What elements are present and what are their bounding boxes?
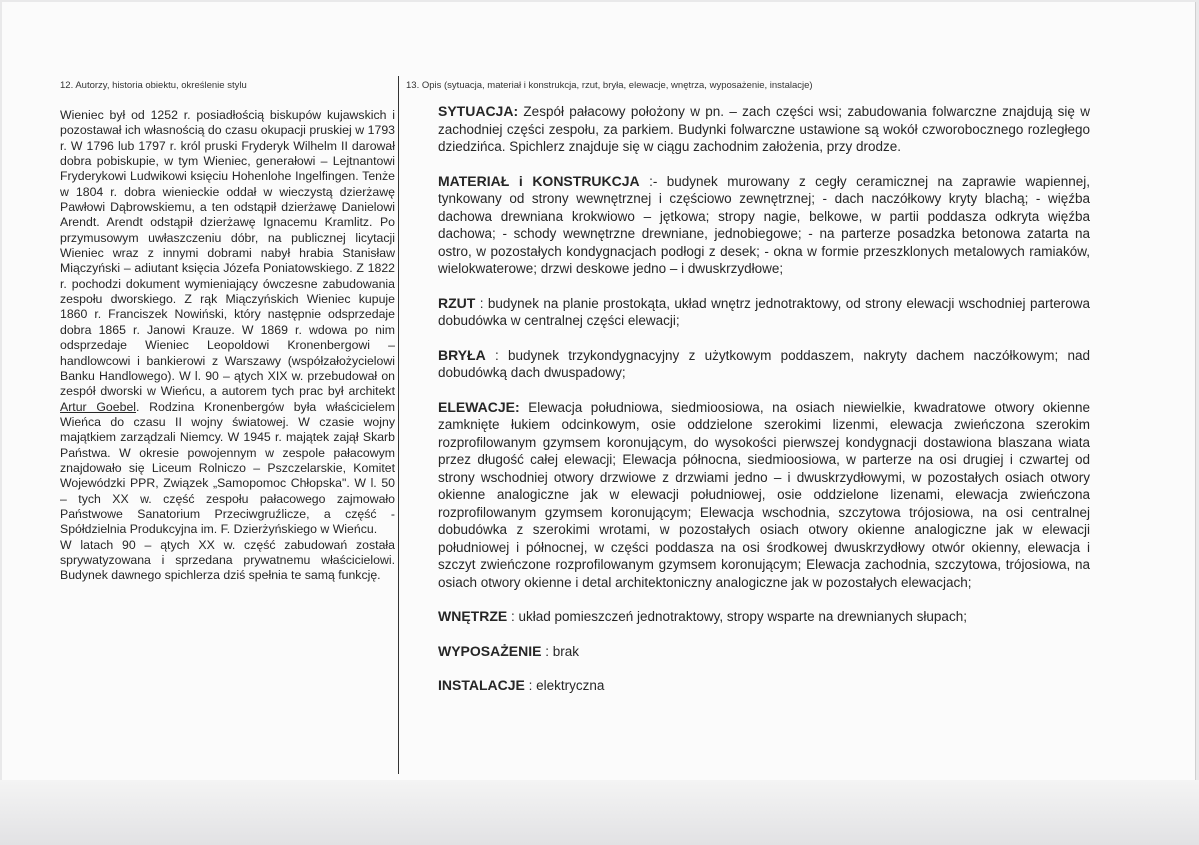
section-label: MATERIAŁ i KONSTRUKCJA [438, 172, 640, 189]
section-label: INSTALACJE [438, 677, 525, 693]
section-wyposazenie [438, 643, 1090, 661]
section-label: ELEWACJE: [438, 398, 520, 415]
section-text: : układ pomieszczeń jednotraktowy, stropy wsparte na drewnianych słupach; [507, 609, 967, 624]
page-bottom-edge [0, 780, 1199, 845]
section-instalacje [438, 677, 1090, 695]
section-wnetrze [438, 608, 1090, 626]
section-text: Elewacja południowa, siedmioosiowa, na osiach niewielkie, kwadratowe otwory okienne zamknięte łukiem odcinkowym, osie oddzielone szerokimi lizenmi, elewacja zwieńczona szerokim rozprofilowanym gzymsem koronującym, do wysokości pierwszej kondygnacji dostawiona blaszana wiata przez długość całej elewacji; Elewacja północna, siedmioosiowa, w parterze na osi drugiej i czwartej od strony wschodniej otwory drzwiowe z drzwiami jedno – i dwuskrzydłowymi, w pozostałych osiach otwory okienne analogiczne jak w elewacji południowej, osie oddzielone lizenami, elewacja zwieńczona rozprofilowanym gzymsem koronującym; Elewacja wschodnia, szczytowa trójosiowa, na osi centralnej dobudówka z szerokimi wrotami, w pozostałych osiach otwory okienne analogiczne jak w elewacji południowej i północnej, w części poddasza na osi środkowej dwuskrzydłowy otwór okienny, elewacja i szczyt zwieńczone rozprofilowanym gzymsem koronującym; Elewacja zachodnia, szczytowa, trójosiowa, na osiach otwory okienne i detal architektoniczny analogiczne jak w pozostałych elewacjach; [438, 399, 1090, 590]
section-text: : budynek na planie prostokąta, układ wnętrz jednotraktowy, od strony elewacji wschodniej parterowa dobudówka w centralnej części elewacji; [438, 295, 1090, 328]
section-bryla [438, 347, 1090, 382]
section-label: RZUT [438, 294, 476, 311]
column-divider [398, 76, 399, 774]
section-label: WYPOSAŻENIE [438, 642, 542, 659]
section-elewacje [438, 399, 1090, 592]
history-text-b: . Rodzina Kronenbergów była właścicielem Wieńca do czasu II wojny światowej. W czasie wojny majątkiem zarządzali Niemcy. W 1945 r. majątek zajął Skarb Państwa. W okresie powojennym w zespole pałacowym znajdowało się Liceum Rolniczo – Pszczelarskie, Komitet Wojewódzki PPR, Związek „Samopomoc Chłopska". W l. 50 – tych XX w. część zespołu pałacowego zajmowało Państwowe Sanatorium Przeciwgruźlicze, a część - Spółdzielnia Produkcyjna im. F. Dzierżyńskiego w Wieńcu. [60, 399, 395, 537]
architect-link[interactable]: Artur Goebel [60, 399, 137, 414]
section-text: : budynek trzykondygnacyjny z użytkowym poddaszem, nakryty dachem naczółkowym; nad dobudówką dach dwuspadowy; [438, 347, 1090, 380]
section-material [438, 173, 1090, 278]
section-sytuacja [438, 103, 1090, 156]
section-12-header: 12. Autorzy, historia obiektu, określenie stylu [60, 80, 247, 91]
history-paragraph-2: W latach 90 – ątych XX w. część zabudowań została sprywatyzowana i sprzedana prywatnemu właścicielowi. Budynek dawnego spichlerza dziś spełnia te samą funkcję. [60, 537, 395, 583]
section-label: BRYŁA [438, 346, 486, 363]
section-label: SYTUACJA: [438, 103, 519, 119]
section-text: : brak [541, 643, 579, 659]
section-text: : elektryczna [524, 678, 605, 693]
section-text: Zespół pałacowy położony w pn. – zach części wsi; zabudowania folwarczne znajdują się w zachodniej części zespołu, za parkiem. Budynki folwarczne ustawione są wokół czworobocznego rozległego dziedzińca. Spichlerz znajduje się w ciągu zachodnim założenia, przy drodze. [438, 104, 1090, 154]
section-label: WNĘTRZE [438, 608, 508, 624]
history-paragraph [60, 108, 395, 538]
history-column [60, 108, 395, 584]
section-rzut [438, 295, 1090, 330]
history-text-a: Wieniec był od 1252 r. posiadłością biskupów kujawskich i pozostawał ich własnością do czasu okupacji pruskiej w 1793 r. W 1796 lub 1797 r. król pruski Fryderyk Wilhelm II darował dobra pobiskupie, w tym Wieniec, generałowi – Lejtnantowi Fryderykowi Ludwikowi księciu Hohenlohe Ingelfingen. Tenże w 1804 r. dobra wienieckie oddał w wieczystą dzierżawę Pawłowi Dąbrowskiemu, a ten odstąpił dzierżawę Danielowi Arendt. Arendt odstąpił dzierżawę Ignacemu Kramlitz. Po przymusowym uwłaszczeniu dóbr, na publicznej licytacji Wieniec wraz z innymi dobrami nabył hrabia Stanisław Miączyński – adiutant księcia Józefa Poniatowskiego. Z 1822 r. pochodzi dokument wymieniający ówczesne zabudowania zespołu dworskiego. Z rąk Miączyńskich Wieniec kupuje 1860 r. Franciszek Nowiński, który następnie odsprzedaje dobra 1865 r. Janowi Krauze. W 1869 r. wdowa po nim odsprzedaje Wieniec Leopoldowi Kronenbergowi – handlowcowi i bankierowi z Warszawy (współzałożycielowi Banku Handlowego). W l. 90 – ątych XIX w. przebudował on zespół dworski w Wieńcu, a autorem tych prac był architekt [60, 108, 395, 399]
section-13-header: 13. Opis (sytuacja, materiał i konstrukcja, rzut, bryła, elewacje, wnętrza, wyposażenie, instalacje) [406, 80, 813, 91]
section-text: :- budynek murowany z cegły ceramicznej na zaprawie wapiennej, tynkowany od strony wewnętrznej i częściowo zewnętrznej; - dach naczółkowy kryty blachą; - więźba dachowa drewniana krokwiowo – jętkowa; stropy nagie, belkowe, w partii poddasza odkryta więźba dachowa; - schody wewnętrzne drewniane, jednobiegowe; - na parterze posadzka betonowa zatarta na ostro, w pozostałych kondygnacjach podłogi z desek; - okna w formie przeszklonych metalowych ramiaków, wielokwaterowe; drzwi deskowe jedno – i dwuskrzydłowe; [438, 173, 1090, 276]
description-column [438, 103, 1090, 712]
